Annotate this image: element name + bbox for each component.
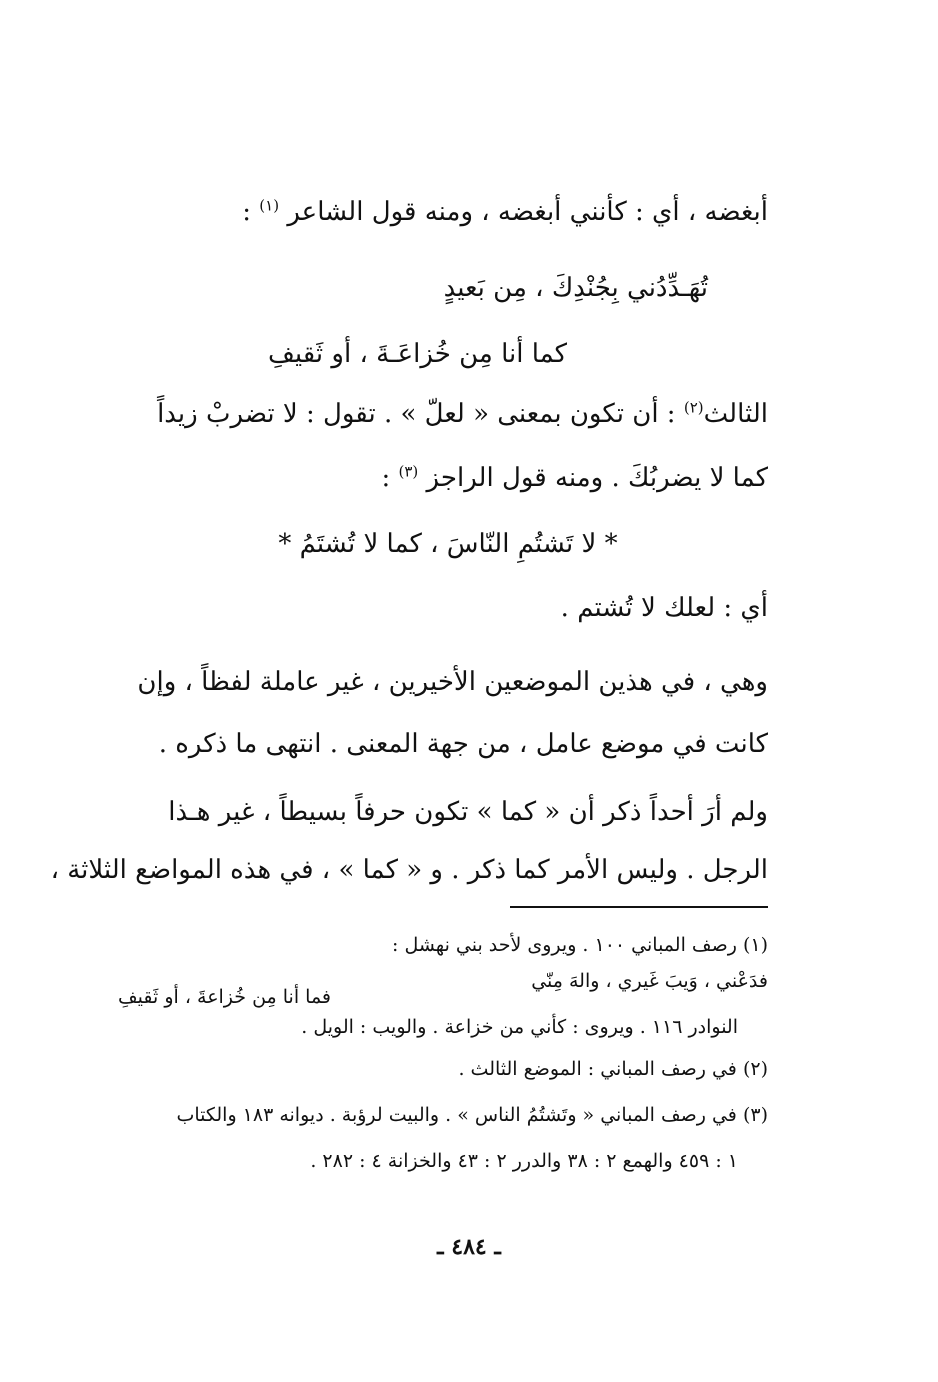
footnote-1-verse-hemistich-2: [118, 982, 418, 1012]
body-text: كانت في موضع عامل ، من جهة المعنى . انتهى ما ذكره .: [158, 729, 768, 759]
paragraph-3-line-2: [50, 850, 768, 890]
paragraph-2-line-2: [128, 724, 768, 764]
body-text: الرجل . وليس الأمر كما ذكر . و « كما » ، في هذه المواضع الثلاثة ،: [50, 855, 768, 885]
body-text: الثالث: [703, 399, 768, 429]
verse-2: [128, 524, 768, 564]
verse-1-hemistich-2: [268, 334, 768, 374]
verse-1-hemistich-1: [208, 268, 708, 308]
body-text: ولم أرَ أحداً ذكر أن « كما » تكون حرفاً بسيطاً ، غير هـذا: [168, 797, 768, 827]
footnote-text: ١ : ٤٥٩ والهمع ٢ : ٣٨ والدرر ٢ : ٤٣ والخزانة ٤ : ٢٨٢ .: [310, 1150, 738, 1172]
footnote-1-line-3: [138, 1012, 738, 1042]
body-line-4: [128, 588, 768, 628]
body-text: وهي ، في هذين الموضعين الأخيرين ، غير عاملة لفظاً ، وإن: [137, 667, 768, 697]
footnote-verse-text: فما أنا مِن خُزاعةَ ، أو ثَقيفِ: [118, 986, 332, 1008]
body-text: كما لا يضربُكَ . ومنه قول الراجز: [426, 463, 768, 493]
footnote-3-line-2: [138, 1146, 738, 1176]
footnote-text: في رصف المباني « وتَشتُمُ الناس » . والبيت لرؤبة . ديوانه ١٨٣ والكتاب: [176, 1104, 737, 1126]
footnote-1-line-1: [128, 930, 768, 960]
body-text: :: [242, 197, 252, 227]
paragraph-2-line-1: [128, 662, 768, 702]
footnote-text: النوادر ١١٦ . ويروى : كأني من خزاعة . والويب : الويل .: [301, 1016, 738, 1038]
footnote-separator: [510, 906, 768, 908]
body-text: أبغضه ، أي : كأنني أبغضه ، ومنه قول الشاعر: [287, 197, 768, 227]
body-line-1: [128, 192, 768, 232]
footnote-number: (٢): [742, 1058, 768, 1080]
footnote-3-line-1: [128, 1100, 768, 1130]
verse-text: * لا تَشتُمِ النّاسَ ، كما لا تُشتَمُ *: [278, 529, 618, 559]
footnote-1-verse-hemistich-1: [448, 966, 768, 996]
footnote-text: رصف المباني ١٠٠ . ويروى لأحد بني نهشل :: [392, 934, 737, 956]
verse-text: تُهَـدِّدُني بِجُنْدِكَ ، مِن بَعيدٍ: [443, 273, 708, 303]
footnote-ref-1: (١): [259, 196, 280, 215]
footnote-number: (١): [742, 934, 768, 956]
page-number: ـ ٤٨٤ ـ: [437, 1234, 501, 1260]
footnote-ref-2: (٢): [683, 398, 704, 417]
footnote-2: [128, 1054, 768, 1084]
footnote-text: في رصف المباني : الموضع الثالث .: [458, 1058, 737, 1080]
body-line-3: [128, 458, 768, 498]
verse-text: كما أنا مِن خُزاعَـةَ ، أو ثَقيفِ: [268, 339, 568, 369]
footnote-ref-3: (٣): [398, 462, 419, 481]
footnote-number: (٣): [742, 1104, 768, 1126]
body-text: :: [381, 463, 391, 493]
footnote-verse-text: فدَعْني ، وَيبَ غَيري ، والهَ مِنّي: [531, 970, 768, 992]
body-text: أي : لعلك لا تُشتم .: [560, 593, 768, 623]
body-text: : أن تكون بمعنى « لعلّ » . تقول : لا تضربْ زيداً: [157, 399, 676, 429]
paragraph-3-line-1: [128, 792, 768, 832]
body-line-2: [128, 394, 768, 434]
